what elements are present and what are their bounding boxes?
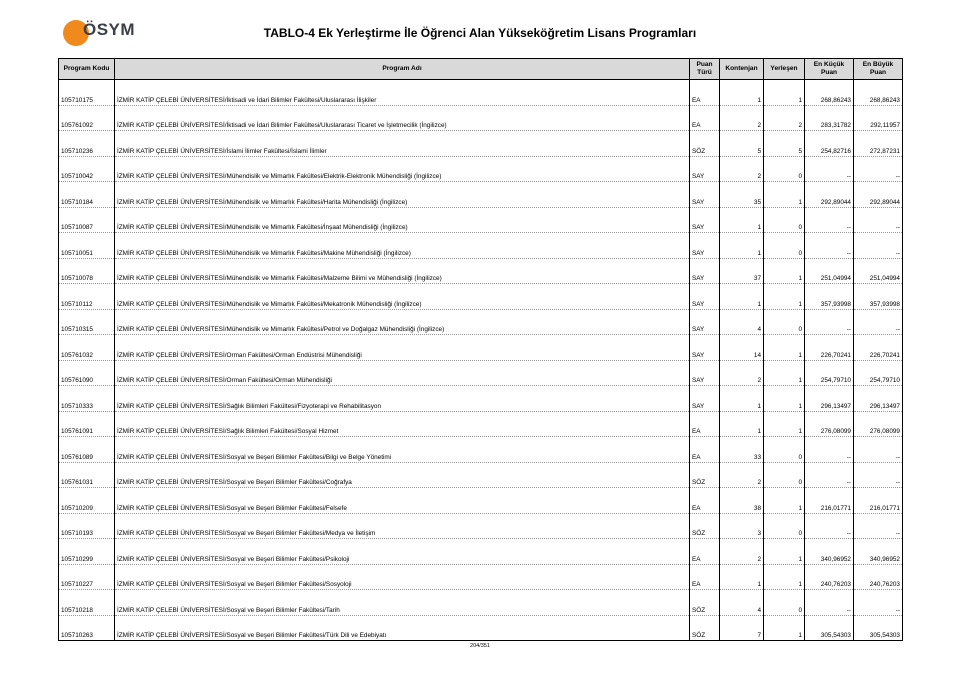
- max-score-cell: 251,04994: [854, 258, 903, 284]
- score-type-cell: EA: [690, 105, 720, 131]
- program-code-cell: 105710236: [59, 131, 115, 157]
- program-code-cell: 105710193: [59, 513, 115, 539]
- min-score-cell: 283,31782: [805, 105, 854, 131]
- program-name-cell: İZMİR KATİP ÇELEBİ ÜNİVERSİTESİ/İktisadi ve İdari Bilimler Fakültesi/Uluslararası Ticaret ve İşletmecilik (İngilizce): [115, 105, 690, 131]
- program-name-cell: İZMİR KATİP ÇELEBİ ÜNİVERSİTESİ/İslami İlimler Fakültesi/İslami İlimler: [115, 131, 690, 157]
- table-row: [59, 411, 903, 437]
- program-code-cell: 105710184: [59, 182, 115, 208]
- table-row: [59, 309, 903, 335]
- quota-cell: 4: [720, 309, 764, 335]
- max-score-cell: 216,01771: [854, 488, 903, 514]
- quota-cell: 1: [720, 233, 764, 259]
- quota-cell: 35: [720, 182, 764, 208]
- program-name-cell: İZMİR KATİP ÇELEBİ ÜNİVERSİTESİ/Sosyal ve Beşeri Bilimler Fakültesi/Coğrafya: [115, 462, 690, 488]
- table-row: [59, 539, 903, 565]
- table-row: [59, 386, 903, 412]
- col-placed: Yerleşen: [764, 59, 805, 80]
- program-code-cell: 105710299: [59, 539, 115, 565]
- placed-cell: 1: [764, 411, 805, 437]
- min-score-cell: 240,76203: [805, 564, 854, 590]
- col-score-type: [690, 59, 720, 80]
- table-header-row: [59, 59, 903, 80]
- table-row: [59, 156, 903, 182]
- quota-cell: 7: [720, 615, 764, 641]
- max-score-cell: 292,89044: [854, 182, 903, 208]
- score-type-cell: SAY: [690, 233, 720, 259]
- placed-cell: 5: [764, 131, 805, 157]
- score-type-cell: SÖZ: [690, 462, 720, 488]
- col-min-score: [805, 59, 854, 80]
- program-name-cell: İZMİR KATİP ÇELEBİ ÜNİVERSİTESİ/Sosyal ve Beşeri Bilimler Fakültesi/Bilgi ve Belge Yönetimi: [115, 437, 690, 463]
- placed-cell: 0: [764, 233, 805, 259]
- program-code-cell: 105710087: [59, 207, 115, 233]
- table-row: [59, 437, 903, 463]
- program-code-cell: 105710175: [59, 80, 115, 106]
- table-row: [59, 335, 903, 361]
- score-type-cell: SAY: [690, 182, 720, 208]
- program-name-cell: İZMİR KATİP ÇELEBİ ÜNİVERSİTESİ/Mühendislik ve Mimarlık Fakültesi/Harita Mühendisliği (İngilizce): [115, 182, 690, 208]
- placed-cell: 1: [764, 284, 805, 310]
- placed-cell: 2: [764, 105, 805, 131]
- table-row: [59, 182, 903, 208]
- program-name-cell: İZMİR KATİP ÇELEBİ ÜNİVERSİTESİ/Sosyal ve Beşeri Bilimler Fakültesi/Felsefe: [115, 488, 690, 514]
- table-row: [59, 284, 903, 310]
- placed-cell: 0: [764, 462, 805, 488]
- program-name-cell: İZMİR KATİP ÇELEBİ ÜNİVERSİTESİ/Orman Fakültesi/Orman Endüstrisi Mühendisliği: [115, 335, 690, 361]
- table-row: [59, 564, 903, 590]
- program-code-cell: 105710051: [59, 233, 115, 259]
- min-score-cell: 251,04994: [805, 258, 854, 284]
- placed-cell: 1: [764, 80, 805, 106]
- max-score-cell: --: [854, 513, 903, 539]
- program-name-cell: İZMİR KATİP ÇELEBİ ÜNİVERSİTESİ/Sağlık Bilimleri Fakültesi/Fizyoterapi ve Rehabilitasyon: [115, 386, 690, 412]
- max-score-cell: --: [854, 233, 903, 259]
- col-program-name: Program Adı: [115, 59, 690, 80]
- program-code-cell: 105710263: [59, 615, 115, 641]
- col-program-code: Program Kodu: [59, 59, 115, 80]
- quota-cell: 2: [720, 105, 764, 131]
- table-body: [59, 80, 903, 641]
- score-type-cell: SAY: [690, 386, 720, 412]
- score-type-cell: SAY: [690, 207, 720, 233]
- score-type-cell: EA: [690, 488, 720, 514]
- program-name-cell: İZMİR KATİP ÇELEBİ ÜNİVERSİTESİ/Sosyal ve Beşeri Bilimler Fakültesi/Medya ve İletişim: [115, 513, 690, 539]
- max-score-cell: --: [854, 462, 903, 488]
- table-row: [59, 590, 903, 616]
- min-score-cell: 268,86243: [805, 80, 854, 106]
- placed-cell: 0: [764, 156, 805, 182]
- placed-cell: 0: [764, 207, 805, 233]
- table-row: [59, 513, 903, 539]
- col-min-score-line1: En Küçük: [813, 61, 845, 68]
- program-code-cell: 105710315: [59, 309, 115, 335]
- placed-cell: 1: [764, 564, 805, 590]
- min-score-cell: 357,93998: [805, 284, 854, 310]
- min-score-cell: 276,08099: [805, 411, 854, 437]
- program-name-cell: İZMİR KATİP ÇELEBİ ÜNİVERSİTESİ/Sosyal ve Beşeri Bilimler Fakültesi/Sosyoloji: [115, 564, 690, 590]
- score-type-cell: EA: [690, 437, 720, 463]
- program-name-cell: İZMİR KATİP ÇELEBİ ÜNİVERSİTESİ/Orman Fakültesi/Orman Mühendisliği: [115, 360, 690, 386]
- placed-cell: 0: [764, 437, 805, 463]
- table-row: [59, 207, 903, 233]
- score-type-cell: SÖZ: [690, 615, 720, 641]
- quota-cell: 1: [720, 564, 764, 590]
- score-type-cell: SAY: [690, 360, 720, 386]
- table-row: [59, 105, 903, 131]
- program-name-cell: İZMİR KATİP ÇELEBİ ÜNİVERSİTESİ/Mühendislik ve Mimarlık Fakültesi/Elektrik-Elektronik Mühendisliği (İngilizce): [115, 156, 690, 182]
- programs-table: [58, 58, 903, 641]
- min-score-cell: 296,13497: [805, 386, 854, 412]
- quota-cell: 2: [720, 462, 764, 488]
- score-type-cell: SÖZ: [690, 131, 720, 157]
- col-min-score-line2: Puan: [820, 69, 838, 76]
- max-score-cell: --: [854, 207, 903, 233]
- score-type-cell: SAY: [690, 258, 720, 284]
- table-row: [59, 615, 903, 641]
- min-score-cell: --: [805, 233, 854, 259]
- program-name-cell: İZMİR KATİP ÇELEBİ ÜNİVERSİTESİ/Mühendislik ve Mimarlık Fakültesi/Makine Mühendisliği (İngilizce): [115, 233, 690, 259]
- max-score-cell: 292,11957: [854, 105, 903, 131]
- min-score-cell: 254,82716: [805, 131, 854, 157]
- quota-cell: 2: [720, 539, 764, 565]
- placed-cell: 1: [764, 360, 805, 386]
- program-code-cell: 105710209: [59, 488, 115, 514]
- max-score-cell: --: [854, 309, 903, 335]
- program-code-cell: 105761092: [59, 105, 115, 131]
- program-code-cell: 105761031: [59, 462, 115, 488]
- table-row: [59, 258, 903, 284]
- score-type-cell: EA: [690, 564, 720, 590]
- score-type-cell: EA: [690, 411, 720, 437]
- max-score-cell: 340,96952: [854, 539, 903, 565]
- program-code-cell: 105710333: [59, 386, 115, 412]
- program-name-cell: İZMİR KATİP ÇELEBİ ÜNİVERSİTESİ/Mühendislik ve Mimarlık Fakültesi/Mekatronik Mühendisliği (İngilizce): [115, 284, 690, 310]
- placed-cell: 1: [764, 386, 805, 412]
- quota-cell: 5: [720, 131, 764, 157]
- table-row: [59, 488, 903, 514]
- quota-cell: 14: [720, 335, 764, 361]
- quota-cell: 2: [720, 360, 764, 386]
- quota-cell: 33: [720, 437, 764, 463]
- score-type-cell: SÖZ: [690, 513, 720, 539]
- max-score-cell: --: [854, 437, 903, 463]
- min-score-cell: 216,01771: [805, 488, 854, 514]
- min-score-cell: --: [805, 462, 854, 488]
- max-score-cell: 268,86243: [854, 80, 903, 106]
- program-code-cell: 105761090: [59, 360, 115, 386]
- min-score-cell: 292,89044: [805, 182, 854, 208]
- min-score-cell: --: [805, 590, 854, 616]
- max-score-cell: 357,93998: [854, 284, 903, 310]
- program-code-cell: 105710218: [59, 590, 115, 616]
- quota-cell: 38: [720, 488, 764, 514]
- max-score-cell: 276,08099: [854, 411, 903, 437]
- placed-cell: 1: [764, 615, 805, 641]
- score-type-cell: SAY: [690, 335, 720, 361]
- max-score-cell: 305,54303: [854, 615, 903, 641]
- max-score-cell: 240,76203: [854, 564, 903, 590]
- program-name-cell: İZMİR KATİP ÇELEBİ ÜNİVERSİTESİ/Sosyal ve Beşeri Bilimler Fakültesi/Tarih: [115, 590, 690, 616]
- program-name-cell: İZMİR KATİP ÇELEBİ ÜNİVERSİTESİ/Sosyal ve Beşeri Bilimler Fakültesi/Psikoloji: [115, 539, 690, 565]
- score-type-cell: SAY: [690, 284, 720, 310]
- col-max-score-line1: En Büyük: [862, 61, 894, 68]
- col-max-score-line2: Puan: [869, 69, 887, 76]
- score-type-cell: SAY: [690, 156, 720, 182]
- max-score-cell: 272,87231: [854, 131, 903, 157]
- quota-cell: 37: [720, 258, 764, 284]
- min-score-cell: 226,70241: [805, 335, 854, 361]
- quota-cell: 1: [720, 386, 764, 412]
- table-row: [59, 360, 903, 386]
- program-code-cell: 105710042: [59, 156, 115, 182]
- placed-cell: 1: [764, 182, 805, 208]
- table-row: [59, 131, 903, 157]
- program-name-cell: İZMİR KATİP ÇELEBİ ÜNİVERSİTESİ/Mühendislik ve Mimarlık Fakültesi/Malzeme Bilimi ve Mühendisliği (İngilizce): [115, 258, 690, 284]
- col-quota: Kontenjan: [720, 59, 764, 80]
- max-score-cell: 296,13497: [854, 386, 903, 412]
- placed-cell: 1: [764, 258, 805, 284]
- table-row: [59, 462, 903, 488]
- program-code-cell: 105710227: [59, 564, 115, 590]
- program-code-cell: 105761091: [59, 411, 115, 437]
- min-score-cell: --: [805, 437, 854, 463]
- program-code-cell: 105710078: [59, 258, 115, 284]
- max-score-cell: --: [854, 156, 903, 182]
- program-code-cell: 105761089: [59, 437, 115, 463]
- quota-cell: 1: [720, 411, 764, 437]
- min-score-cell: --: [805, 309, 854, 335]
- score-type-cell: EA: [690, 539, 720, 565]
- col-score-type-line2: Türü: [697, 69, 712, 76]
- program-name-cell: İZMİR KATİP ÇELEBİ ÜNİVERSİTESİ/Mühendislik ve Mimarlık Fakültesi/Petrol ve Doğalgaz Mühendisliği (İngilizce): [115, 309, 690, 335]
- score-type-cell: EA: [690, 80, 720, 106]
- quota-cell: 1: [720, 80, 764, 106]
- program-name-cell: İZMİR KATİP ÇELEBİ ÜNİVERSİTESİ/Sosyal ve Beşeri Bilimler Fakültesi/Türk Dili ve Edebiyatı: [115, 615, 690, 641]
- table-row: [59, 80, 903, 106]
- page-title: TABLO-4 Ek Yerleştirme İle Öğrenci Alan Yükseköğretim Lisans Programları: [263, 26, 697, 40]
- page-number: 204/351: [470, 643, 490, 649]
- min-score-cell: 340,96952: [805, 539, 854, 565]
- min-score-cell: 254,79710: [805, 360, 854, 386]
- program-code-cell: 105710112: [59, 284, 115, 310]
- program-name-cell: İZMİR KATİP ÇELEBİ ÜNİVERSİTESİ/İktisadi ve İdari Bilimler Fakültesi/Uluslararası İlişkiler: [115, 80, 690, 106]
- quota-cell: 1: [720, 207, 764, 233]
- program-name-cell: İZMİR KATİP ÇELEBİ ÜNİVERSİTESİ/Mühendislik ve Mimarlık Fakültesi/İnşaat Mühendisliği (İngilizce): [115, 207, 690, 233]
- min-score-cell: --: [805, 513, 854, 539]
- program-name-cell: İZMİR KATİP ÇELEBİ ÜNİVERSİTESİ/Sağlık Bilimleri Fakültesi/Sosyal Hizmet: [115, 411, 690, 437]
- placed-cell: 1: [764, 488, 805, 514]
- col-max-score: [854, 59, 903, 80]
- quota-cell: 4: [720, 590, 764, 616]
- col-score-type-line1: Puan: [696, 61, 713, 68]
- quota-cell: 1: [720, 284, 764, 310]
- quota-cell: 2: [720, 156, 764, 182]
- max-score-cell: 226,70241: [854, 335, 903, 361]
- placed-cell: 0: [764, 309, 805, 335]
- max-score-cell: --: [854, 590, 903, 616]
- placed-cell: 0: [764, 513, 805, 539]
- quota-cell: 3: [720, 513, 764, 539]
- min-score-cell: 305,54303: [805, 615, 854, 641]
- placed-cell: 1: [764, 539, 805, 565]
- placed-cell: 0: [764, 590, 805, 616]
- table-row: [59, 233, 903, 259]
- program-code-cell: 105761032: [59, 335, 115, 361]
- min-score-cell: --: [805, 207, 854, 233]
- placed-cell: 1: [764, 335, 805, 361]
- logo-text: ÖSYM: [83, 20, 136, 39]
- score-type-cell: SÖZ: [690, 590, 720, 616]
- max-score-cell: 254,79710: [854, 360, 903, 386]
- min-score-cell: --: [805, 156, 854, 182]
- score-type-cell: SAY: [690, 309, 720, 335]
